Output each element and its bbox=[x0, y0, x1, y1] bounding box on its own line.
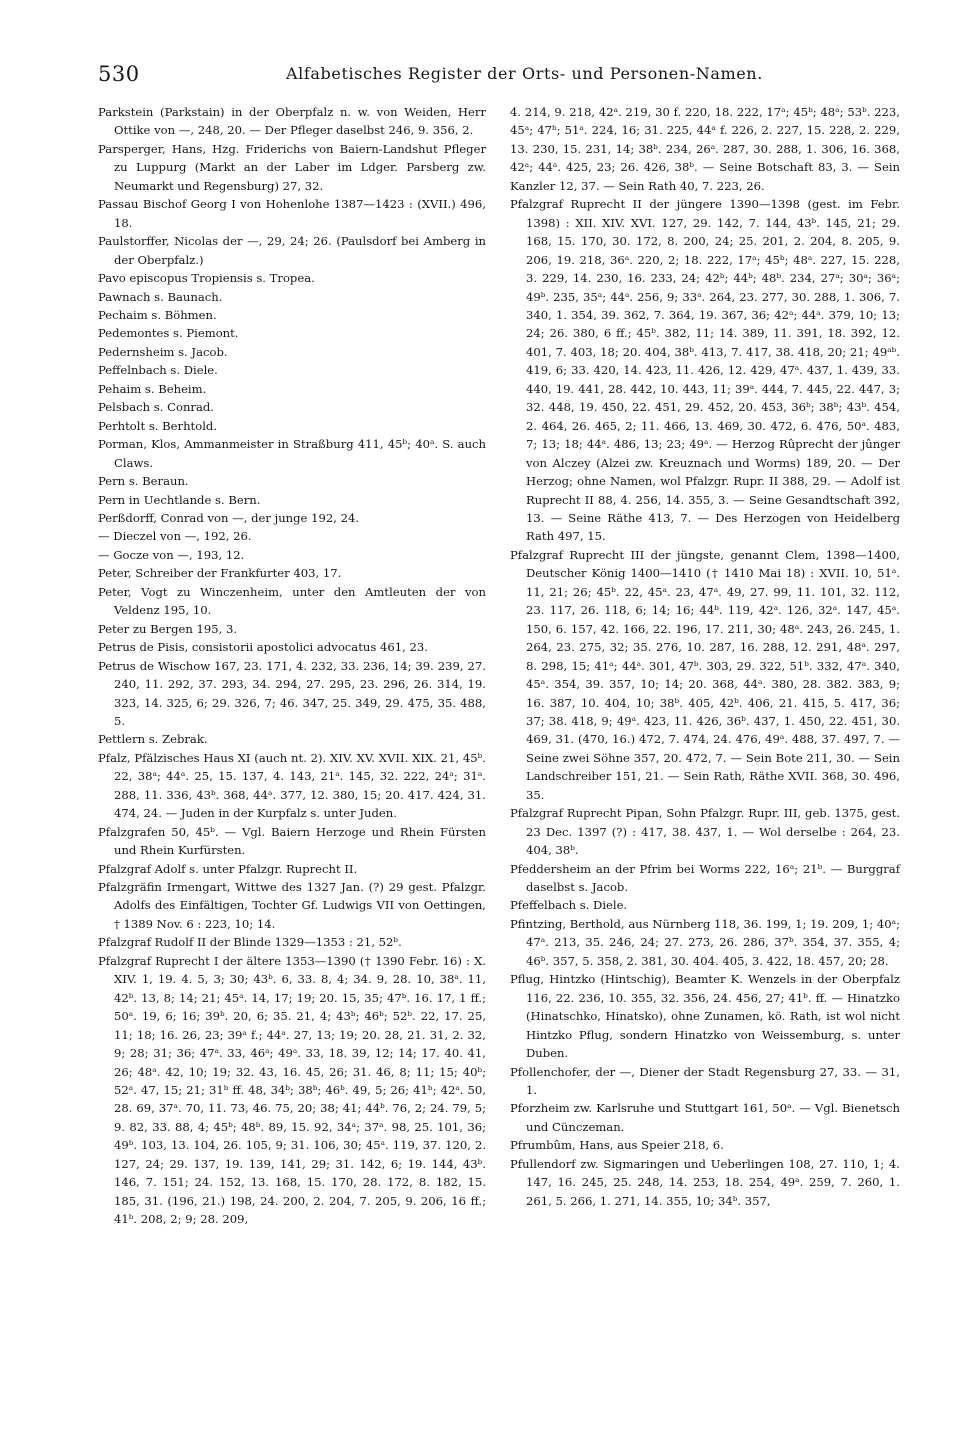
right-column bbox=[510, 103, 900, 1210]
register-entry: Pfrumbûm, Hans, aus Speier 218, 6. bbox=[510, 1138, 724, 1153]
register-entry: Pfalzgrafen 50, 45ᵇ. — Vgl. Baiern Herzoge und Rhein Fürsten und Rhein Kurfürsten. bbox=[98, 824, 486, 858]
left-column bbox=[98, 103, 486, 1229]
register-entry: Pedemontes s. Piemont. bbox=[98, 326, 239, 341]
register-entry: Perßdorff, Conrad von —, der junge 192, 24. bbox=[98, 510, 360, 525]
register-entry: Perhtolt s. Berhtold. bbox=[98, 418, 218, 433]
register-entry: Pettlern s. Zebrak. bbox=[98, 732, 208, 747]
register-entry: Pfalzgraf Ruprecht I der ältere 1353—1390 († 1390 Febr. 16) : X. XIV. 1, 19. 4. 5, 3; 30; 43ᵇ. 6, 33. 8, 4; 34. 9, 28. 10, 38ᵃ. 11, 42ᵇ. 13, 8; 14; 21; 45ᵃ. 14, 17; 19; 20. 15, 35; 47ᵇ. 16. 17, 1 ff.; 50ᵃ. 19, 6; 16; 39ᵇ. 20, 6; 35. 21, 4; 43ᵇ; 46ᵇ; 52ᵇ. 22, 17. 25, 11; 18; 16. 26, 23; 39ᵃ f.; 44ᵃ. 27, 13; 19; 20. 28, 21. 31, 2. 32, 9; 28; 31; 36; 47ᵃ. 33, 46ᵃ; 49ᵃ. 33, 18. 39, 12; 14; 17. 40. 41, 26; 48ᵃ. 42, 10; 19; 32. 43, 16. 45, 26; 31. 46, 8; 11; 15; 40ᵇ; 52ᵃ. 47, 15; 21; 31ᵇ ff. 48, 34ᵇ; 38ᵇ; 46ᵇ. 49, 5; 26; 41ᵇ; 42ᵃ. 50, 28. 69, 37ᵃ. 70, 11. 73, 46. 75, 20; 38; 41; 44ᵇ. 76, 2; 24. 79, 5; 9. 82, 33. 88, 4; 45ᵇ; 48ᵇ. 89, 15. 92, 34ᵃ; 37ᵃ. 98, 25. 101, 36; 49ᵇ. 103, 13. 104, 26. 105, 9; 31. 106, 30; 45ᵃ. 119, 37. 120, 2. 127, 24; 29. 137, 19. 139, 141, 29; 31. 142, 6; 19. 144, 43ᵇ. 146, 7. 151; 24. 152, 13. 168, 15. 170, 28. 172, 8. 182, 15. 185, 31. (196, 21.) 198, 24. 200, 2. 204, 7. 205, 9. 206, 16 ff.; 41ᵇ. 208, 2; 9; 28. 209, bbox=[98, 953, 486, 1227]
register-entry: Peter, Schreiber der Frankfurter 403, 17. bbox=[98, 566, 342, 581]
register-entry: Peter zu Bergen 195, 3. bbox=[98, 621, 238, 636]
register-entry: Pflug, Hintzko (Hintschig), Beamter K. Wenzels in der Oberpfalz 116, 22. 236, 10. 355, 32. 356, 24. 456, 27; 41ᵇ. ff. — Hinatzko (Hinatschko, Hinatsko), ohne Zunamen, kö. Rath, ist wol nicht Hintzko Pflug, sondern Hinatzko von Weissemburg, s. unter Duben. bbox=[510, 972, 900, 1061]
register-entry: Pelsbach s. Conrad. bbox=[98, 400, 214, 415]
register-entry: Pfalzgraf Ruprecht III der jüngste, genannt Clem, 1398—1400, Deutscher König 1400—1410 († 1410 Mai 18) : XVII. 10, 51ᵃ. 11, 21; 26; 45ᵇ. 22, 45ᵃ. 23, 47ᵃ. 49, 27. 99, 11. 101, 32. 112, 23. 117, 26. 118, 6; 14; 16; 44ᵇ. 119, 42ᵃ. 126, 32ᵃ. 147, 45ᵃ. 150, 6. 157, 42. 166, 22. 196, 17. 211, 30; 48ᵃ. 243, 26. 245, 1. 264, 23. 275, 32; 35. 276, 10. 287, 16. 288, 12. 291, 48ᵃ. 297, 8. 298, 15; 41ᵃ; 44ᵃ. 301, 47ᵇ. 303, 29. 322, 51ᵇ. 332, 47ᵃ. 340, 45ᵃ. 354, 39. 357, 10; 14; 20. 368, 44ᵃ. 380, 28. 382. 383, 9; 16. 387, 10. 404, 10; 38ᵇ. 405, 42ᵇ. 406, 21. 415, 5. 417, 36; 37; 38. 418, 9; 49ᵃ. 423, 11. 426, 36ᵇ. 437, 1. 450, 22. 451, 30. 469, 31. (470, 16.) 472, 7. 474, 24. 476, 49ᵃ. 488, 37. 497, 7. — Seine zwei Söhne 357, 20. 472, 7. — Sein Bote 211, 30. — Sein Landschreiber 151, 21. — Sein Rath, Räthe XVII. 368, 30. 496, 35. bbox=[510, 547, 900, 802]
register-entry: — Gocze von —, 193, 12. bbox=[98, 547, 245, 562]
register-entry: Paulstorffer, Nicolas der —, 29, 24; 26. (Paulsdorf bei Amberg in der Oberpfalz.) bbox=[98, 234, 486, 267]
register-entry: Peter, Vogt zu Winczenheim, unter den Amtleuten der von Veldenz 195, 10. bbox=[98, 584, 486, 618]
register-entry: Pfalzgraf Ruprecht II der jüngere 1390—1398 (gest. im Febr. 1398) : XII. XIV. XVI. 127, 29. 142, 7. 144, 43ᵇ. 145, 21; 29. 168, 15. 170, 30. 172, 8. 200, 24; 25. 201, 2. 204, 8. 205, 9. 206, 19. 218, 36ᵃ. 220, 2; 18. 222, 17ᵃ; 45ᵇ; 48ᵃ. 227, 15. 228, 3. 229, 14. 230, 16. 233, 24; 42ᵇ; 44ᵇ; 48ᵇ. 234, 27ᵃ; 30ᵃ; 36ᵃ; 49ᵇ. 235, 35ᵃ; 44ᵃ. 256, 9; 33ᵃ. 264, 23. 277, 30. 288, 1. 306, 7. 340, 1. 354, 39. 362, 7. 364, 19. 367, 36; 42ᵃ; 44ᵃ. 379, 10; 13; 24; 26. 380, 6 ff.; 45ᵇ. 382, 11; 14. 389, 11. 391, 18. 392, 12. 401, 7. 403, 18; 20. 404, 38ᵇ. 413, 7. 417, 38. 418, 20; 21; 49ᵃᵇ. 419, 6; 33. 420, 14. 423, 11. 426, 12. 429, 47ᵃ. 437, 1. 439, 33. 440, 19. 441, 28. 442, 10. 443, 11; 39ᵃ. 444, 7. 445, 22. 447, 3; 32. 448, 19. 450, 22. 451, 29. 452, 20. 453, 36ᵇ; 38ᵇ; 43ᵇ. 454, 2. 464, 26. 465, 2; 11. 466, 13. 469, 30. 472, 6. 476, 50ᵃ. 483, 7; 13; 18; 44ᵃ. 486, 13; 23; 49ᵃ. — Herzog Rûprecht der jûnger von Alczey (Alzei zw. Kreuznach und Worms) 189, 20. — Der Herzog; ohne Namen, wol Pfalzgr. Rupr. II 388, 29. — Adolf ist Ruprecht II 88, 4. 256, 14. 355, 3. — Seine Gesandtschaft 392, 13. — Seine Räthe 413, 7. — Des Herzogen von Heidelberg Rath 497, 15. bbox=[510, 197, 900, 544]
register-entry: Passau Bischof Georg I von Hohenlohe 1387—1423 : (XVII.) 496, 18. bbox=[98, 197, 486, 230]
register-entry: Pfalzgraf Rudolf II der Blinde 1329—1353 : 21, 52ᵇ. bbox=[98, 935, 402, 950]
register-entry: Porman, Klos, Ammanmeister in Straßburg 411, 45ᵇ; 40ᵃ. S. auch Claws. bbox=[98, 437, 486, 470]
register-entry: Pfalzgraf Ruprecht Pipan, Sohn Pfalzgr. Rupr. III, geb. 1375, gest. 23 Dec. 1397 (?) : 417, 38. 437, 1. — Wol derselbe : 264, 23. 404, 38ᵇ. bbox=[510, 806, 900, 858]
register-entry: Parsperger, Hans, Hzg. Friderichs von Baiern-Landshut Pfleger zu Luppurg (Markt an der Laber im Ldger. Parsberg zw. Neumarkt und Regensburg) 27, 32. bbox=[98, 141, 486, 193]
register-entry: Pfalzgraf Adolf s. unter Pfalzgr. Ruprecht II. bbox=[98, 861, 358, 876]
register-entry: Petrus de Pisis, consistorii apostolici advocatus 461, 23. bbox=[98, 640, 428, 655]
register-entry: Pavo episcopus Tropiensis s. Tropea. bbox=[98, 271, 315, 286]
register-entry: Pern in Uechtlande s. Bern. bbox=[98, 492, 261, 507]
register-entry: — Dieczel von —, 192, 26. bbox=[98, 529, 252, 544]
register-entry: Peffelnbach s. Diele. bbox=[98, 363, 218, 378]
register-entry: Petrus de Wischow 167, 23. 171, 4. 232, 33. 236, 14; 39. 239, 27. 240, 11. 292, 37. 293, 34. 294, 27. 295, 23. 296, 26. 314, 19. 323, 14. 325, 6; 29. 326, 7; 46. 347, 25. 349, 29. 475, 35. 488, 5. bbox=[98, 658, 486, 728]
register-entry-continued: 4. 214, 9. 218, 42ᵃ. 219, 30 f. 220, 18. 222, 17ᵃ; 45ᵇ; 48ᵃ; 53ᵇ. 223, 45ᵃ; 47ᵇ; 51ᵃ. 224, 16; 31. 225, 44ᵃ f. 226, 2. 227, 15. 228, 2. 229, 13. 230, 15. 231, 14; 38ᵇ. 234, 26ᵃ. 287, 30. 288, 1. 306, 16. 368, 42ᵃ; 44ᵃ. 425, 23; 26. 426, 38ᵇ. — Seine Botschaft 83, 3. — Sein Kanzler 12, 37. — Sein Rath 40, 7. 223, 26. bbox=[510, 105, 900, 193]
register-entry: Pehaim s. Beheim. bbox=[98, 381, 207, 396]
register-entry: Pfalz, Pfälzisches Haus XI (auch nt. 2). XIV. XV. XVII. XIX. 21, 45ᵇ. 22, 38ᵃ; 44ᵃ. 25, 15. 137, 4. 143, 21ᵃ. 145, 32. 222, 24ᵃ; 31ᵃ. 288, 11. 336, 43ᵇ. 368, 44ᵃ. 377, 12. 380, 15; 20. 417. 424, 31. 474, 24. — Juden in der Kurpfalz s. unter Juden. bbox=[98, 750, 486, 821]
register-entry: Pfullendorf zw. Sigmaringen und Ueberlingen 108, 27. 110, 1; 4. 147, 16. 245, 25. 248, 14. 253, 18. 254, 49ᵃ. 259, 7. 260, 1. 261, 5. 266, 1. 271, 14. 355, 10; 34ᵇ. 357, bbox=[510, 1156, 900, 1208]
register-entry: Pfintzing, Berthold, aus Nürnberg 118, 36. 199, 1; 19. 209, 1; 40ᵃ; 47ᵃ. 213, 35. 246, 24; 27. 273, 26. 286, 37ᵇ. 354, 37. 355, 4; 46ᵇ. 357, 5. 358, 2. 381, 30. 404. 405, 3. 422, 18. 457, 20; 28. bbox=[510, 916, 900, 968]
register-entry: Parkstein (Parkstain) in der Oberpfalz n. w. von Weiden, Herr Ottike von —, 248, 20. — Der Pfleger daselbst 246, 9. 356, 2. bbox=[98, 105, 486, 138]
running-title: Alfabetisches Register der Orts- und Personen-Namen. bbox=[286, 64, 763, 83]
register-entry: Pfollenchofer, der —, Diener der Stadt Regensburg 27, 33. — 31, 1. bbox=[510, 1064, 900, 1098]
register-entry: Pforzheim zw. Karlsruhe und Stuttgart 161, 50ᵃ. — Vgl. Bienetsch und Cünczeman. bbox=[510, 1101, 900, 1134]
register-entry: Pern s. Beraun. bbox=[98, 474, 189, 489]
register-entry: Pedernsheim s. Jacob. bbox=[98, 344, 228, 359]
register-entry: Pawnach s. Baunach. bbox=[98, 289, 223, 304]
register-entry: Pechaim s. Böhmen. bbox=[98, 307, 217, 322]
page-number: 530 bbox=[98, 62, 140, 86]
register-entry: Pfeffelbach s. Diele. bbox=[510, 898, 628, 913]
page-header bbox=[98, 62, 888, 92]
register-entry: Pfeddersheim an der Pfrim bei Worms 222, 16ᵃ; 21ᵇ. — Burggraf daselbst s. Jacob. bbox=[510, 861, 900, 895]
register-entry: Pfalzgräfin Irmengart, Wittwe des 1327 Jan. (?) 29 gest. Pfalzgr. Adolfs des Einfältigen, Tochter Gf. Ludwigs VII von Oettingen, † 1389 Nov. 6 : 223, 10; 14. bbox=[98, 880, 486, 931]
